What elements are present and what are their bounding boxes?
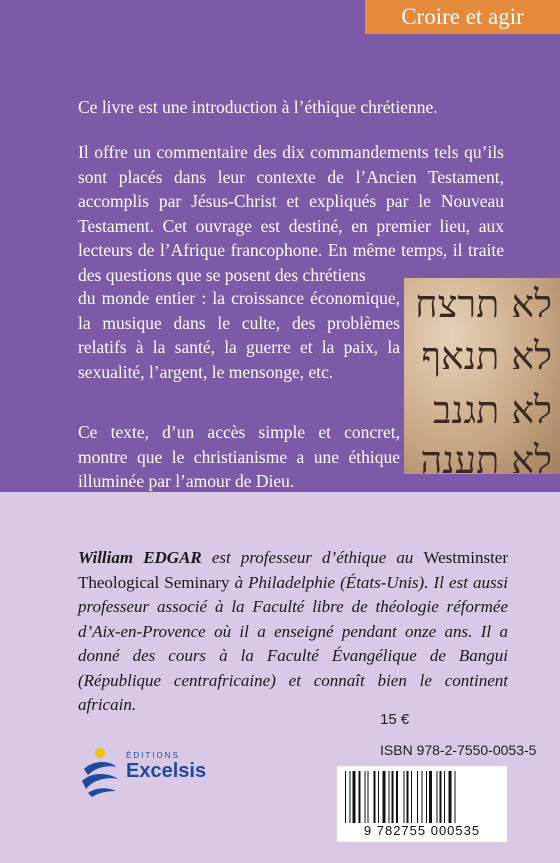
author-institution: Westminster Theological Seminary (78, 548, 508, 592)
intro-paragraph: Ce livre est une introduction à l’éthique chrétienne. (78, 97, 438, 117)
hebrew-commandments-image (404, 278, 560, 474)
price: 15 € (380, 711, 410, 728)
barcode (337, 766, 507, 842)
hebrew-line: לא תגנב (432, 388, 552, 432)
author-bio (78, 546, 508, 718)
publisher-logo-icon (78, 747, 122, 797)
hebrew-line: לא תרצח (415, 282, 552, 326)
description-paragraph-part1: Il offre un commentaire des dix commandements tels qu’ils sont placés dans leur contexte de l’Ancien Testament, accomplis par Jésus-Christ et expliqués par le Nouveau Testament. Cet ouvrage est destiné, en premier lieu, aux lecteurs de l’Afrique francophone. En même temps, il traite des questions que se posent des chrétiens (78, 142, 504, 285)
publisher-name: Excelsis (126, 760, 207, 782)
publisher-label: ÉDITIONS (126, 751, 180, 760)
isbn: ISBN 978-2-7550-0053-5 (380, 742, 537, 758)
author-bio-text: à Philadelphie (États-Unis). Il est aussi professeur associé à la Faculté libre de théologie réformée d’Aix-en-Provence où il a enseigné pendant onze ans. Il a donné des cours à la Faculté Évangélique de Bangui (République centrafricaine) et connaît bien le continent africain. (78, 572, 508, 714)
hebrew-line: לא תנאף (421, 334, 552, 378)
conclusion-paragraph: Ce texte, d’un accès simple et concret, montre que le christianisme a une éthique illuminée par l’amour de Dieu. (78, 422, 400, 491)
hebrew-line: לא תענה (420, 438, 552, 474)
series-title: Croire et agir (365, 0, 560, 34)
author-name: William EDGAR (78, 548, 202, 567)
description-paragraph-part2: du monde entier : la croissance économique, la musique dans le culte, des problèmes relatifs à la santé, la guerre et la paix, la sexualité, l’argent, le mensonge, etc. (78, 288, 400, 382)
publisher-logo (78, 747, 248, 807)
author-bio-text: est professeur d’éthique au (201, 548, 424, 567)
barcode-number: 9 782755 000535 (363, 823, 481, 838)
barcode-bars (343, 771, 501, 823)
